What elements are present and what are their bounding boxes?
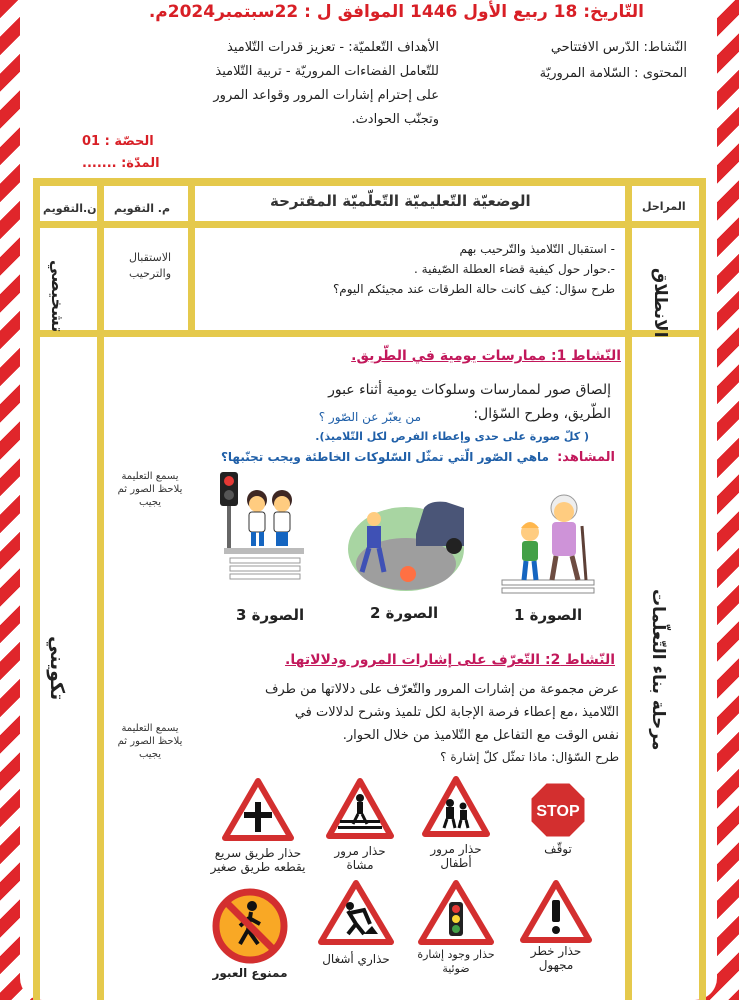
sign-label-danger: حذار خطر مجهول <box>530 944 582 972</box>
stage-launch: الانطلاق <box>650 268 670 338</box>
grandparent-crossing-illustration <box>498 486 598 596</box>
activity-1-question: من يعبّر عن الصّور ؟ <box>318 410 421 424</box>
sign-label-no-crossing: ممنوع العبور <box>212 966 288 980</box>
eval-m-activity-2: يسمع التعليمة يلاحظ الصور ثم يجيب <box>117 723 183 760</box>
activity-1-scenes-label: المشاهد: <box>557 450 615 465</box>
photo-2-caption: الصورة 2 <box>370 604 439 622</box>
table-row-divider <box>33 330 706 337</box>
sign-label-signal: حذار وجود إشارة ضوئية <box>417 948 495 975</box>
session-label: الحصّة : 01 <box>82 134 154 149</box>
activity-1-line-2: الطّريق، وطرح السّؤال: <box>473 406 611 422</box>
table-top-border <box>33 178 706 186</box>
stop-sign-text: STOP <box>536 803 580 820</box>
table-col-divider-1 <box>97 178 104 1000</box>
eval-m-activity-1: يسمع التعليمة يلاحظ الصور ثم يجيب <box>117 471 183 508</box>
col-situation-header: الوضعيّة التّعليميّة التّعلّميّة المقترحة <box>270 192 531 210</box>
col-eval-m-header: م. التقويم <box>114 202 171 215</box>
crossroad-sign-icon <box>222 778 294 842</box>
sign-label-roadworks: حذاري أشغال <box>322 952 390 966</box>
children-crossing-sign-icon <box>422 776 490 838</box>
eval-type-formative: تكويني <box>46 635 68 700</box>
objectives-line-2: للتّعامل الفضاءات المروريّة - تربية التّلاميذ <box>215 64 439 79</box>
stop-sign-icon <box>528 780 588 840</box>
traffic-signal-sign-icon <box>418 880 494 946</box>
duration-label: المدّة: ....... <box>82 156 160 171</box>
table-col-divider-3 <box>625 178 632 1000</box>
photo-3-caption: الصورة 3 <box>236 606 305 624</box>
sign-label-children: حذار مرور أطفال <box>430 842 482 870</box>
sign-label-stop: توقّف <box>544 842 572 856</box>
table-left-border <box>33 178 40 1000</box>
general-danger-sign-icon <box>520 880 592 944</box>
activity-1-note: ( كلّ صورة على حدى وإعطاء الفرص لكل التّلاميذ). <box>315 430 589 443</box>
date-line: التّاريخ: 18 ربيع الأول 1446 الموافق ل : 22سبتمبر2024م. <box>148 2 644 22</box>
objectives-line-3: على إحترام إشارات المرور وقواعد المرور <box>213 88 439 103</box>
activity-2-line-2: التّلاميذ ،مع إعطاء فرصة الإجابة لكل تلميذ وشرح لدلالات في <box>294 705 619 720</box>
pedestrian-crossing-sign-icon <box>326 778 394 840</box>
photo-1-caption: الصورة 1 <box>514 606 583 624</box>
stage-build-learning: مرحلة بناء التّعلّمات <box>648 588 668 750</box>
activity-1-title: النّشاط 1: ممارسات يومية في الطّريق. <box>351 348 621 364</box>
col-stages-header: المراحل <box>642 200 686 213</box>
activity-2-question: طرح السّؤال: ماذا تمثّل كلّ إشارة ؟ <box>440 750 619 764</box>
col-eval-n-header: ن.التقويم <box>43 202 97 215</box>
activity-2-line-3: نفس الوقت مع التفاعل مع التّلاميذ من خلال الحوار. <box>342 728 619 743</box>
car-ball-street-illustration <box>346 494 466 594</box>
table-right-border <box>699 178 706 1000</box>
launch-line-2: -.حوار حول كيفية قضاء العطلة الصّيفية . <box>414 262 615 276</box>
traffic-light-crossing-illustration <box>214 462 314 592</box>
activity-2-title: النّشاط 2: التّعرّف على إشارات المرور ودلالاتها. <box>285 652 615 668</box>
launch-line-3: طرح سؤال: كيف كانت حالة الطرقات عند مجيئكم اليوم؟ <box>332 282 615 296</box>
eval-type-diagnostic: تشخيصي <box>48 259 67 332</box>
activity-1-scenes-question: ماهي الصّور الّتي تمثّل السّلوكات الخاطئة ويجب تجنّبها؟ <box>220 450 549 464</box>
no-pedestrians-sign-icon <box>212 888 288 964</box>
eval-m-welcome: الاستقبال والترحيب <box>128 251 172 280</box>
objectives-line-1: الأهداف التّعلميّة: - تعزيز قدرات التّلاميذ <box>227 40 439 55</box>
sign-label-pedestrians: حذار مرور مشاة <box>334 844 386 872</box>
objectives-line-4: وتجنّب الحوادث. <box>351 112 439 127</box>
activity-1-line-1: إلصاق صور لممارسات وسلوكات يومية أثناء عبور <box>328 382 611 398</box>
launch-line-1: - استقبال التّلاميذ والتّرحيب بهم <box>459 242 615 256</box>
roadworks-sign-icon <box>318 880 394 946</box>
table-header-divider <box>33 221 706 228</box>
activity-label: النّشاط: الدّرس الافتتاحي <box>550 40 687 55</box>
sign-label-crossroad: حذار طريق سريع يقطعه طريق صغير <box>210 846 306 874</box>
activity-2-line-1: عرض مجموعة من إشارات المرور والتّعرّف على دلالاتها من طرف <box>264 682 619 697</box>
content-label: المحتوى : السّلامة المروريّة <box>539 66 687 81</box>
